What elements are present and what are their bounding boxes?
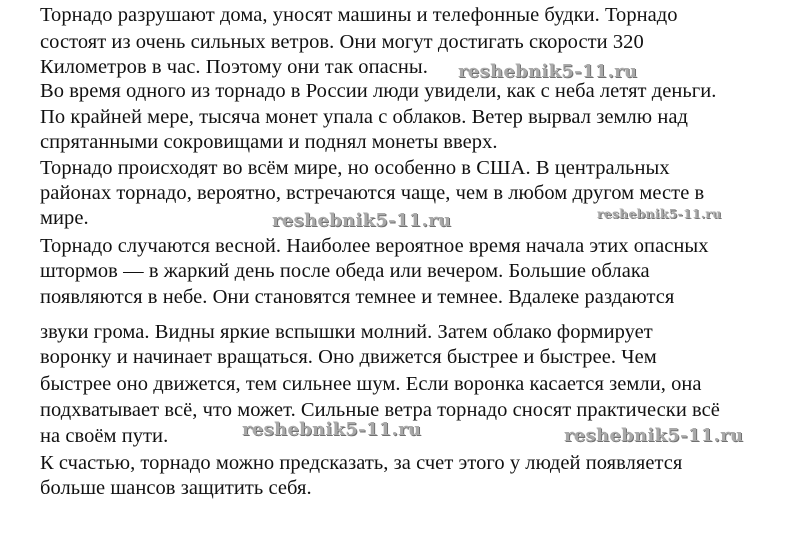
watermark: reshebnik5-11.ru [564, 425, 744, 446]
text-line: районах торнадо, вероятно, встречаются чаще, чем в любом другом месте в [40, 182, 705, 204]
text-line: подхватывает всё, что может. Сильные ветра торнадо сносят практически всё [40, 399, 720, 421]
watermark: reshebnik5-11.ru [597, 206, 722, 221]
text-line: состоят из очень сильных ветров. Они могут достигать скорости 320 [40, 31, 644, 53]
text-line: больше шансов защитить себя. [40, 477, 312, 499]
text-line: быстрее оно движется, тем сильнее шум. Если воронка касается земли, она [40, 373, 702, 395]
text-line: Торнадо случаются весной. Наиболее вероятное время начала этих опасных [40, 235, 709, 257]
text-line: появляются в небе. Они становятся темнее и темнее. Вдалеке раздаются [40, 286, 675, 308]
text-line: мире. [40, 207, 89, 229]
text-line: Километров в час. Поэтому они так опасны. [40, 56, 428, 78]
text-line: звуки грома. Видны яркие вспышки молний. Затем облако формирует [40, 321, 653, 343]
text-line: Во время одного из торнадо в России люди увидели, как с неба летят деньги. [40, 80, 717, 102]
text-line: Торнадо разрушают дома, уносят машины и телефонные будки. Торнадо [40, 4, 678, 26]
watermark: reshebnik5-11.ru [458, 61, 638, 82]
watermark: reshebnik5-11.ru [242, 419, 422, 440]
text-line: спрятанными сокровищами и поднял монеты вверх. [40, 131, 498, 153]
text-line: штормов — в жаркий день после обеда или вечером. Большие облака [40, 260, 650, 282]
text-line: По крайней мере, тысяча монет упала с облаков. Ветер вырвал землю над [40, 106, 688, 128]
text-line: К счастью, торнадо можно предсказать, за счет этого у людей появляется [40, 452, 683, 474]
text-line: Торнадо происходят во всём мире, но особенно в США. В центральных [40, 157, 670, 179]
text-line: на своём пути. [40, 425, 169, 447]
watermark: reshebnik5-11.ru [272, 210, 452, 231]
text-line: воронку и начинает вращаться. Оно движется быстрее и быстрее. Чем [40, 346, 657, 368]
